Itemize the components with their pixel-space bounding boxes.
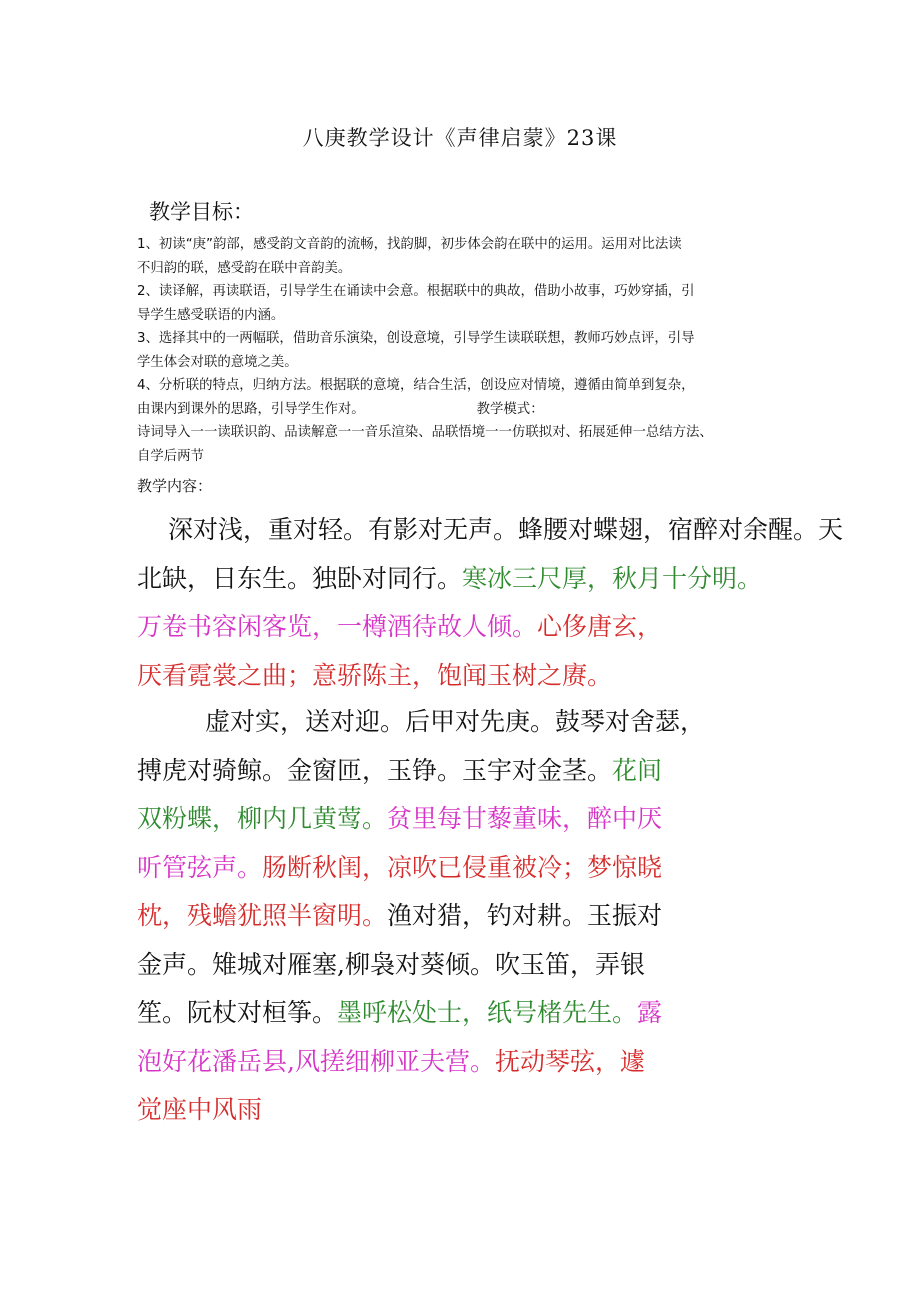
poem-line [137, 555, 805, 604]
poem-segment-magenta: 听管弦声。 [137, 852, 263, 882]
goal-line: 4、分析联的特点，归纳方法。根据联的意境，结合生活，创设应对情境，遵循由简单到复杂， [137, 378, 695, 393]
poem-segment-red: 肠断秋闺，凉吹已侵重被冷；梦惊晓 [262, 852, 663, 882]
goal-line: 2、读译解，再读联语，引导学生在诵读中会意。根据联中的典故，借助小故事，巧妙穿插，引 [137, 284, 695, 299]
poem-line: 深对浅，重对轻。有影对无声。蜂腰对蝶翅，宿醉对余醒。天 [168, 515, 844, 544]
poem-line [137, 603, 805, 652]
poem-line [137, 1038, 805, 1087]
poem-segment: 北缺，日东生。独卧对同行。 [137, 563, 463, 593]
poem-segment-green: 花间 [612, 755, 663, 785]
goal-line: 3、选择其中的一两幅联，借助音乐演染，创设意境，引导学生读联联想，教师巧妙点评，引导 [137, 331, 695, 346]
content-heading: 教学内容： [137, 477, 213, 495]
poem-segment-green: 双粉蝶，柳内几黄莺。 [137, 804, 388, 833]
poem-segment: 搏虎对骑鲸。金窗匝，玉铮。玉宇对金茎。 [137, 755, 613, 785]
poem-line [137, 747, 805, 796]
teaching-mode-line: 自学后两节 [137, 448, 204, 464]
poem-line [137, 795, 805, 844]
poem-stanza-2 [137, 698, 805, 1135]
page-title: 八庚教学设计《声律启蒙》23课 [302, 126, 618, 150]
poem-segment-magenta: 万卷书容闲客览，一樽酒待故人倾。 [137, 612, 538, 641]
goal-line-text: 由课内到课外的思路，引导学生作对。 [137, 401, 365, 417]
goal-line: 导学生感受联语的内涵。 [137, 307, 285, 323]
poem-segment: 渔对猎，钓对耕。玉振对 [387, 901, 663, 930]
poem-stanza-1 [137, 506, 844, 700]
poem-line [137, 989, 805, 1038]
poem-segment-green: 墨呼松处士，纸号楮先生。 [337, 998, 638, 1027]
teaching-mode-line: 诗词导入一一读联识韵、品读解意一一音乐渲染、品联悟境一一仿联拟对、拓展延伸一总结方法、 [137, 425, 713, 440]
poem-line: 金声。雉城对雁塞,柳袅对葵倾。吹玉笛，弄银 [137, 949, 645, 979]
teaching-mode-label: 教学模式： [476, 401, 544, 417]
poem-segment-red: 心侈唐玄， [537, 612, 663, 641]
poem-line [137, 892, 805, 941]
goal-line [137, 398, 797, 422]
poem-segment-red: 抚动琴弦，遽 [494, 1046, 645, 1076]
goals-heading: 教学目标： [149, 200, 254, 224]
goal-line: 学生体会对联的意境之美。 [137, 354, 298, 370]
poem-segment-magenta: 贫里每甘藜董味，醉中厌 [387, 804, 663, 833]
poem-line [137, 844, 805, 893]
poem-segment-magenta: 露 [637, 998, 663, 1027]
goals-list [137, 233, 797, 468]
poem-line: 虚对实，送对迎。后甲对先庚。鼓琴对舍瑟， [205, 707, 706, 736]
goal-line: 1、初读“庚”韵部，感受韵文音韵的流畅，找韵脚，初步体会韵在联中的运用。运用对比法读 [137, 237, 682, 252]
poem-segment: 笙。阮杖对桓筝。 [137, 998, 338, 1027]
goal-line: 不归韵的联，感受韵在联中音韵美。 [137, 260, 352, 276]
poem-segment-magenta: 泡好花潘岳县,风搓细柳亚夫营。 [137, 1046, 495, 1076]
poem-segment-red: 枕，残蟾犹照半窗明。 [137, 901, 388, 930]
poem-segment-green: 寒冰三尺厚，秋月十分明。 [462, 563, 763, 593]
poem-line: 觉座中风雨 [137, 1095, 263, 1124]
poem-line: 厌看霓裳之曲；意骄陈主，饱闻玉树之赓。 [137, 660, 613, 690]
